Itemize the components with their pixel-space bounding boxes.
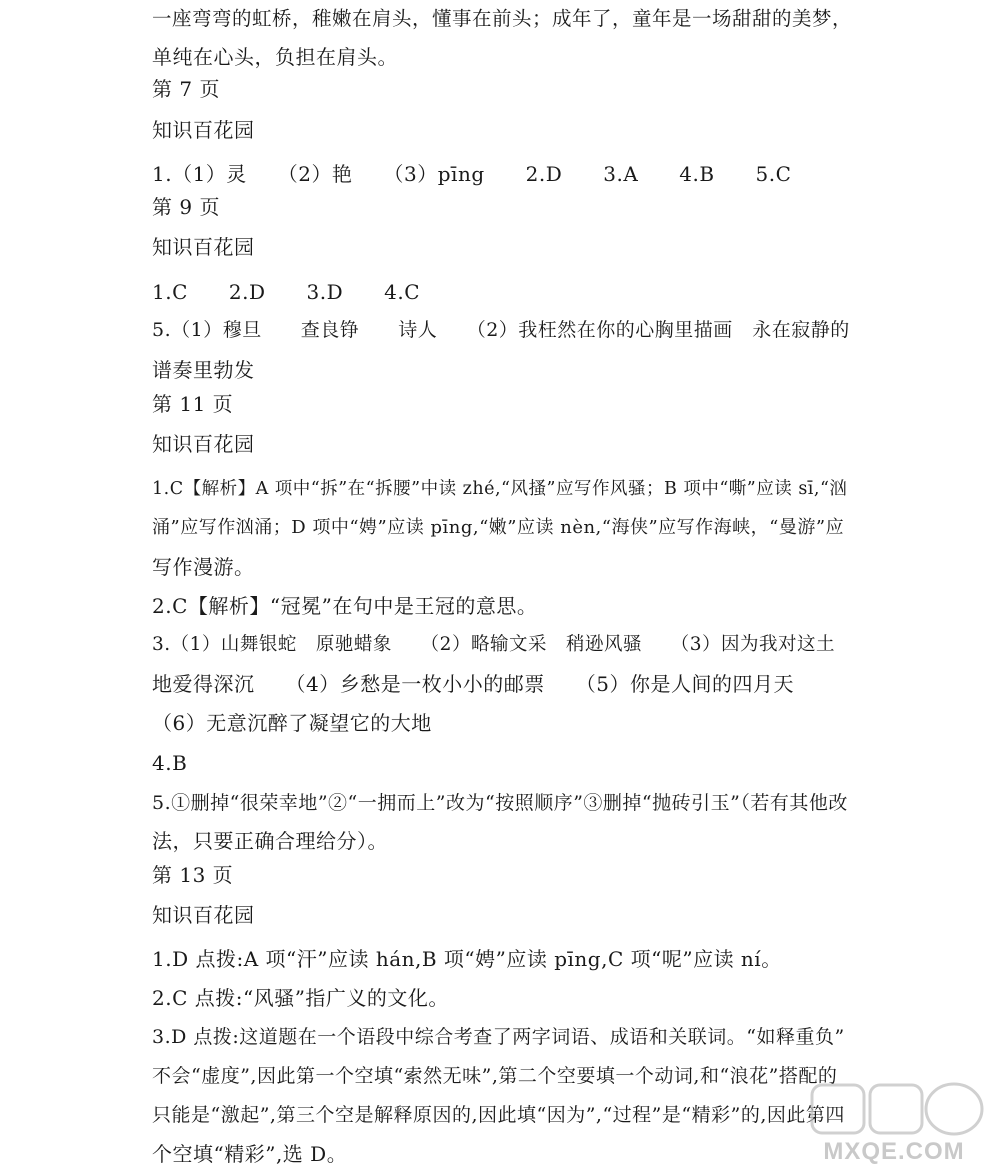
answer-line: 只能是“激起”,第三个空是解释原因的,因此填“因为”,“过程”是“精彩”的,因此第四 [152,1104,845,1126]
answer-line: 个空填“精彩”,选 D。 [152,1142,348,1166]
section-title: 知识百花园 [152,235,255,259]
answer-line: 写作漫游。 [152,555,255,579]
answer-line: 1.（1）灵 （2）艳 （3）pīng 2.D 3.A 4.B 5.C [152,162,792,186]
answer-line: 5.①删掉“很荣幸地”②“一拥而上”改为“按照顺序”③删掉“抛砖引玉”（若有其他改 [152,792,848,814]
page-heading-9: 第 9 页 [152,195,220,219]
answer-line: 5.（1）穆旦 查良铮 诗人 （2）我枉然在你的心胸里描画 永在寂静的 [152,319,850,341]
answer-line: 3.（1）山舞银蛇 原驰蜡象 （2）略输文采 稍逊风骚 （3）因为我对这土 [152,634,835,655]
page-heading-7: 第 7 页 [152,77,220,101]
answer-line: 3.D 点拨:这道题在一个语段中综合考查了两字词语、成语和关联词。“如释重负” [152,1026,845,1048]
text-line-2: 单纯在心头，负担在肩头。 [152,45,398,69]
answer-line: 法，只要正确合理给分）。 [152,829,388,853]
answer-line: 1.C【解析】A 项中“拆”在“拆腰”中读 zhé,“风搔”应写作风骚；B 项中“嘶”应读 sī,“汹 [152,479,848,499]
answer-line: 2.C 点拨:“风骚”指广义的文化。 [152,986,449,1010]
section-title: 知识百花园 [152,903,255,927]
answer-line: 地爱得深沉 （4）乡愁是一枚小小的邮票 （5）你是人间的四月天 [152,672,794,696]
watermark-logo [794,1079,994,1169]
answer-line: 涌”应写作汹涌；D 项中“娉”应读 pīng,“嫩”应读 nèn,“海侠”应写作海峡，“曼游”应 [152,517,845,538]
answer-line: 谱奏里勃发 [152,358,255,382]
svg-text:MXQE.COM: MXQE.COM [823,1138,965,1165]
answer-line: 1.C 2.D 3.D 4.C [152,280,421,304]
page-heading-11: 第 11 页 [152,392,234,416]
text-line-1: 一座弯弯的虹桥，稚嫩在肩头，懂事在前头；成年了，童年是一场甜甜的美梦， [152,7,853,30]
answer-line: 2.C【解析】“冠冕”在句中是王冠的意思。 [152,594,538,618]
section-title: 知识百花园 [152,118,255,142]
answer-line: 4.B [152,751,188,775]
section-title: 知识百花园 [152,432,255,456]
answer-line: （6）无意沉醉了凝望它的大地 [152,711,432,735]
answer-line: 不会“虚度”,因此第一个空填“索然无味”,第二个空要填一个动词,和“浪花”搭配的 [152,1065,838,1087]
answer-line: 1.D 点拨:A 项“汗”应读 hán,B 项“娉”应读 pīng,C 项“呢”应读 ní。 [152,947,782,971]
page-heading-13: 第 13 页 [152,863,234,887]
